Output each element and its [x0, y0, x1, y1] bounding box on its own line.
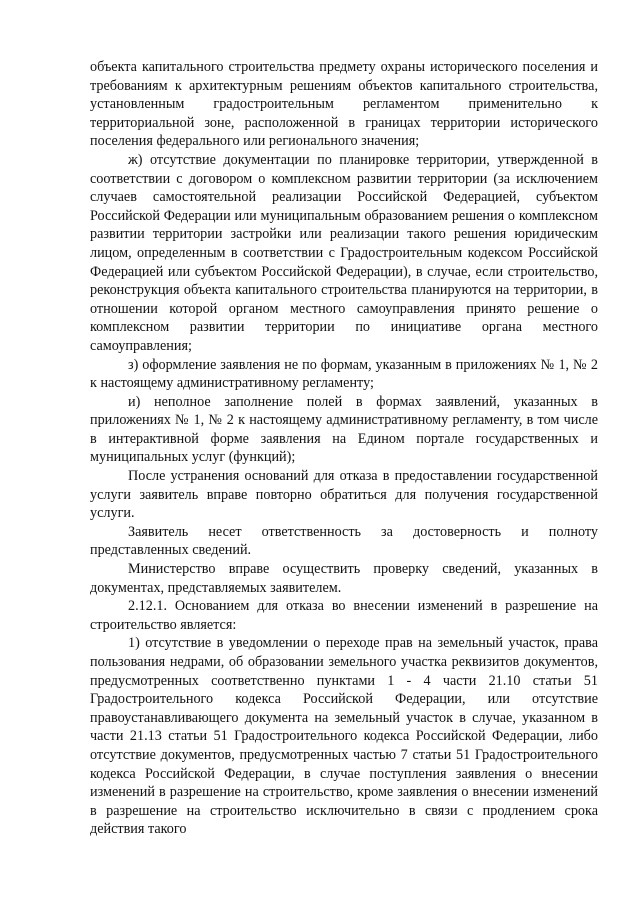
- paragraph-item-i: и) неполное заполнение полей в формах заявлений, указанных в приложениях № 1, № 2 к настоящему административному регламенту, в том числе в интерактивной форме заявления на Едином портале государственных и муниципальных услуг (функций);: [90, 393, 598, 466]
- paragraph-item-1: 1) отсутствие в уведомлении о переходе прав на земельный участок, права пользования недрами, об образовании земельного участка реквизитов документов, предусмотренных соответственно пунктами 1 - 4 части 21.10 статьи 51 Градостроительного кодекса Российской Федерации, или отсутствие правоустанавливающего документа на земельный участок в случае, указанном в части 21.13 статьи 51 Градостроительного кодекса Российской Федерации, либо отсутствие документов, предусмотренных частью 7 статьи 51 Градостроительного кодекса Российской Федерации, в случае поступления заявления о внесении изменений в разрешение на строительство, кроме заявления о внесении изменений в разрешение на строительство исключительно в связи с продлением срока действия такого: [90, 635, 598, 838]
- paragraph-item-z: з) оформление заявления не по формам, указанным в приложениях № 1, № 2 к настоящему административному регламенту;: [90, 356, 598, 392]
- paragraph: объекта капитального строительства предмету охраны исторического поселения и требованиям к архитектурным решениям объектов капитального строительства, установленным градостроительным регламентом применительно к территориальной зоне, расположенной в границах территории исторического поселения федерального или регионального значения;: [90, 59, 598, 150]
- paragraph-responsibility: Заявитель несет ответственность за достоверность и полноту представленных сведений.: [90, 523, 598, 559]
- paragraph-verification: Министерство вправе осуществить проверку сведений, указанных в документах, представляемых заявителем.: [90, 561, 598, 596]
- paragraph-item-zh: ж) отсутствие документации по планировке территории, утвержденной в соответствии с договором о комплексном развитии территории (за исключением случаев самостоятельной реализации Российской Федерацией, субъектом Российской Федерации или муниципальным образованием решения о комплексном развитии территории застройки или реализации такого решения юридическим лицом, определенным в соответствии с Градостроительным кодексом Российской Федерацией или субъектом Российской Федерации), в случае, если строительство, реконструкция объекта капитального строительства планируются на территории, в отношении которой органом местного самоуправления принято решение о комплексном развитии территории по инициативе органа местного самоуправления;: [90, 151, 598, 354]
- paragraph-resubmission: После устранения оснований для отказа в предоставлении государственной услуги заявитель вправе повторно обратиться для получения государственной услуги.: [90, 468, 598, 522]
- paragraph-section-2-12-1: 2.12.1. Основанием для отказа во внесении изменений в разрешение на строительство является:: [90, 598, 598, 633]
